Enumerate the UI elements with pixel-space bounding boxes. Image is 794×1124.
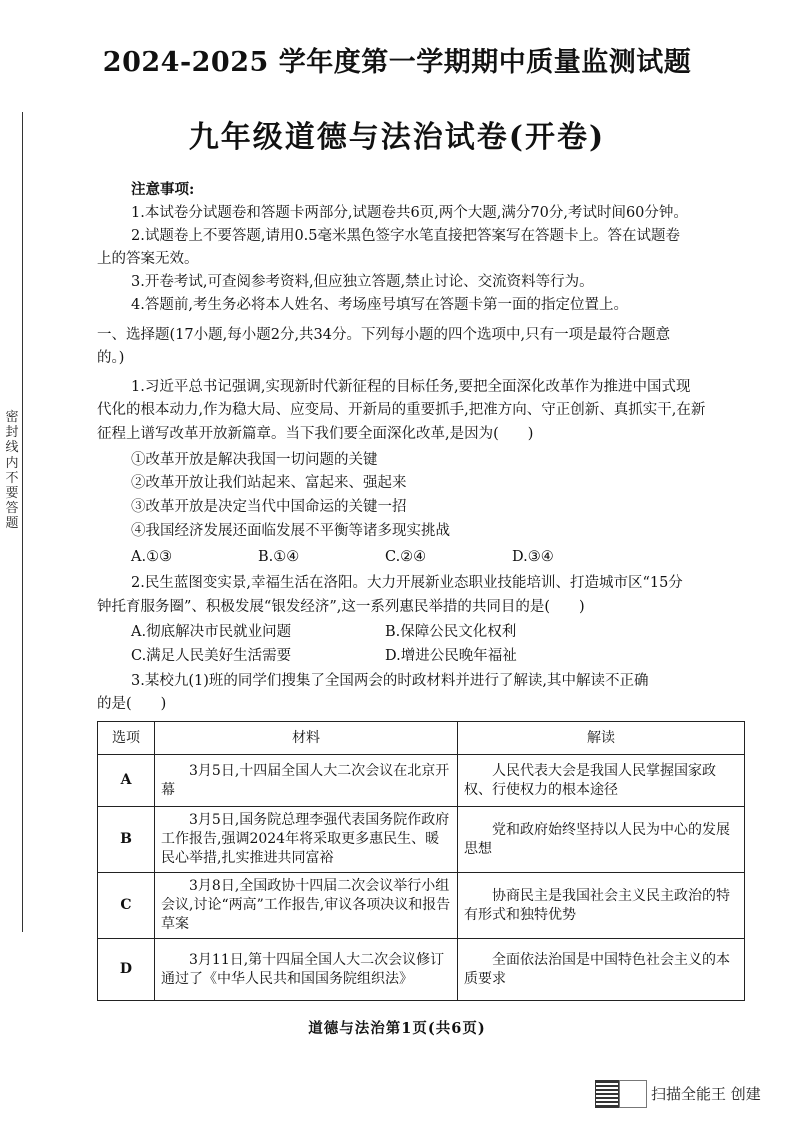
binding-char: 要 <box>5 486 19 502</box>
table-row <box>98 755 745 807</box>
table-header: 材料 <box>155 722 458 755</box>
notice-item: 2.试题卷上不要答题,请用0.5毫米黑色签字水笔直接把答案写在答题卡上。答在试题卷 <box>131 228 681 244</box>
row-option: B <box>98 807 155 873</box>
table-header: 解读 <box>458 722 745 755</box>
table-row <box>98 939 745 1001</box>
question-3-text: 3.某校九(1)班的同学们搜集了全国两会的时政材料并进行了解读,其中解读不正确 <box>131 673 649 689</box>
question-3-text: 的是( ) <box>97 696 167 712</box>
q2-option-b[interactable]: B.保障公民文化权利 <box>385 624 517 640</box>
q1-statement: ③改革开放是决定当代中国命运的关键一招 <box>131 499 407 515</box>
table-header-row <box>98 722 745 755</box>
notice-heading: 注意事项: <box>131 181 195 198</box>
binding-notice <box>4 410 20 532</box>
binding-char: 题 <box>5 516 19 532</box>
notice-item: 4.答题前,考生务必将本人姓名、考场座号填写在答题卡第一面的指定位置上。 <box>131 297 628 313</box>
q1-option-d[interactable]: D.③④ <box>512 549 554 565</box>
notice-item: 上的答案无效。 <box>97 251 199 267</box>
binding-char: 密 <box>5 410 19 425</box>
page-footer: 道德与法治第1页(共6页) <box>308 1020 486 1037</box>
exam-title: 2024-2025 学年度第一学期期中质量监测试题 <box>102 47 692 78</box>
q1-statement: ④我国经济发展还面临发展不平衡等诸多现实挑战 <box>131 523 450 539</box>
row-option: C <box>98 873 155 939</box>
table-header: 选项 <box>98 722 155 755</box>
qr-code-icon <box>595 1080 619 1108</box>
q1-option-b[interactable]: B.①④ <box>258 549 300 565</box>
q2-option-c[interactable]: C.满足人民美好生活需要 <box>131 648 292 664</box>
question-1-text: 征程上谱写改革开放新篇章。当下我们要全面深化改革,是因为( ) <box>97 426 534 442</box>
row-interpretation: 党和政府始终坚持以人民为中心的发展思想 <box>458 807 745 873</box>
q1-statement: ②改革开放让我们站起来、富起来、强起来 <box>131 475 407 491</box>
question-2-text: 钟托育服务圈”、积极发展“银发经济”,这一系列惠民举措的共同目的是( ) <box>97 599 585 615</box>
app-logo-icon <box>619 1080 647 1108</box>
q2-option-d[interactable]: D.增进公民晚年福祉 <box>385 648 517 664</box>
q1-option-c[interactable]: C.②④ <box>385 549 427 565</box>
row-interpretation: 协商民主是我国社会主义民主政治的特有形式和独特优势 <box>458 873 745 939</box>
binding-line <box>22 112 23 932</box>
section-heading-cont: 的。) <box>97 350 125 366</box>
table-row <box>98 807 745 873</box>
row-interpretation: 人民代表大会是我国人民掌握国家政权、行使权力的根本途径 <box>458 755 745 807</box>
section-heading: 一、选择题(17小题,每小题2分,共34分。下列每小题的四个选项中,只有一项是最符合题意 <box>97 327 671 343</box>
q1-option-a[interactable]: A.①③ <box>131 549 173 565</box>
q3-table <box>97 721 745 1001</box>
notice-item: 3.开卷考试,可查阅参考资料,但应独立答题,禁止讨论、交流资料等行为。 <box>131 274 594 290</box>
row-interpretation: 全面依法治国是中国特色社会主义的本质要求 <box>458 939 745 1001</box>
row-material: 3月5日,国务院总理李强代表国务院作政府工作报告,强调2024年将采取更多惠民生、暖民心举措,扎实推进共同富裕 <box>155 807 458 873</box>
binding-char: 不 <box>5 470 19 486</box>
watermark-text: 扫描全能王 创建 <box>651 1085 761 1103</box>
binding-char: 线 <box>5 440 19 456</box>
question-1-text: 1.习近平总书记强调,实现新时代新征程的目标任务,要把全面深化改革作为推进中国式现 <box>131 379 691 395</box>
table-row <box>98 873 745 939</box>
q1-statement: ①改革开放是解决我国一切问题的关键 <box>131 452 378 468</box>
exam-subtitle: 九年级道德与法治试卷(开卷) <box>188 120 606 155</box>
row-material: 3月8日,全国政协十四届二次会议举行小组会议,讨论“两高”工作报告,审议各项决议和报告草案 <box>155 873 458 939</box>
question-2-text: 2.民生蓝图变实景,幸福生活在洛阳。大力开展新业态职业技能培训、打造城市区“15分 <box>131 575 683 591</box>
scanner-watermark <box>595 1080 785 1108</box>
q2-option-a[interactable]: A.彻底解决市民就业问题 <box>131 624 292 640</box>
binding-char: 内 <box>5 455 19 471</box>
binding-char: 答 <box>5 501 19 517</box>
binding-char: 封 <box>5 425 19 441</box>
row-material: 3月11日,第十四届全国人大二次会议修订通过了《中华人民共和国国务院组织法》 <box>155 939 458 1001</box>
question-1-text: 代化的根本动力,作为稳大局、应变局、开新局的重要抓手,把准方向、守正创新、真抓实干,在新 <box>97 402 706 418</box>
row-option: A <box>98 755 155 807</box>
row-material: 3月5日,十四届全国人大二次会议在北京开幕 <box>155 755 458 807</box>
row-option: D <box>98 939 155 1001</box>
notice-item: 1.本试卷分试题卷和答题卡两部分,试题卷共6页,两个大题,满分70分,考试时间60分钟。 <box>131 205 688 221</box>
